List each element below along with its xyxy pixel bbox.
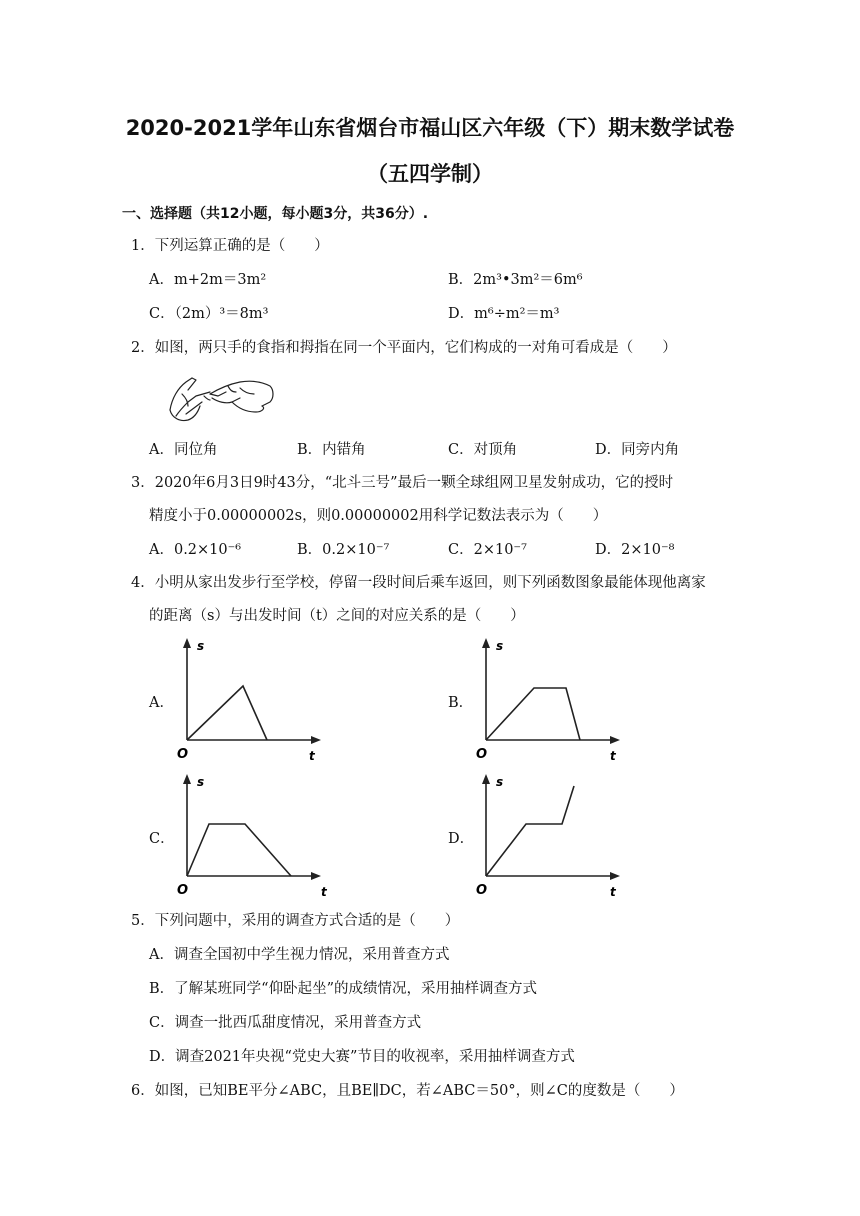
q4-option-b: B． xyxy=(448,695,474,711)
page-title: 2020-2021学年山东省烟台市福山区六年级（下）期末数学试卷 xyxy=(125,116,735,140)
q2-option-d: D．同旁内角 xyxy=(595,442,680,458)
q3-stem-line1: 3．2020年6月3日9时43分，“北斗三号”最后一颗全球组网卫星发射成功，它的授时 xyxy=(131,475,674,491)
q4-d-axis-x: t xyxy=(610,885,616,899)
q3-option-d: D．2×10⁻⁸ xyxy=(595,542,675,558)
q4-d-origin: O xyxy=(476,883,488,898)
q4-d-axis-y: s xyxy=(496,775,504,789)
q3-option-c: C．2×10⁻⁷ xyxy=(448,542,527,558)
q4-graph-c xyxy=(175,772,325,900)
q4-b-axis-x: t xyxy=(610,749,616,763)
q5-option-c: C．调查一批西瓜甜度情况，采用普查方式 xyxy=(149,1015,422,1031)
q4-a-axis-y: s xyxy=(197,639,205,653)
q3-option-b: B．0.2×10⁻⁷ xyxy=(297,542,390,558)
q1-option-c: C．（2m）³＝8m³ xyxy=(149,306,269,322)
q1-stem: 1．下列运算正确的是（ ） xyxy=(131,238,329,254)
q1-option-b: B．2m³•3m²＝6m⁶ xyxy=(448,272,583,288)
q5-stem: 5．下列问题中，采用的调查方式合适的是（ ） xyxy=(131,913,460,929)
page-subtitle: （五四学制） xyxy=(367,162,493,186)
q6-stem: 6．如图，已知BE平分∠ABC，且BE∥DC，若∠ABC＝50°，则∠C的度数是（ ） xyxy=(131,1083,684,1099)
section-heading: 一、选择题（共12小题，每小题3分，共36分）. xyxy=(122,206,429,222)
q4-stem-line2: 的距离（s）与出发时间（t）之间的对应关系的是（ ） xyxy=(149,608,525,624)
q2-option-b: B．内错角 xyxy=(297,442,366,458)
q2-option-c: C．对顶角 xyxy=(448,442,518,458)
q4-option-a: A． xyxy=(149,695,174,711)
q4-c-axis-x: t xyxy=(321,885,327,899)
q4-a-axis-x: t xyxy=(309,749,315,763)
q4-c-axis-y: s xyxy=(197,775,205,789)
q1-option-a: A．m+2m＝3m² xyxy=(149,272,267,288)
q4-option-c: C． xyxy=(149,831,175,847)
q3-option-a: A．0.2×10⁻⁶ xyxy=(149,542,242,558)
q4-b-axis-y: s xyxy=(496,639,504,653)
q3-stem-line2: 精度小于0.00000002s，则0.00000002用科学记数法表示为（ ） xyxy=(149,508,608,524)
q5-option-b: B．了解某班同学“仰卧起坐”的成绩情况，采用抽样调查方式 xyxy=(149,981,537,997)
q5-option-d: D．调查2021年央视“党史大赛”节目的收视率，采用抽样调查方式 xyxy=(149,1049,575,1065)
q5-option-a: A．调查全国初中学生视力情况，采用普查方式 xyxy=(149,947,450,963)
q4-a-origin: O xyxy=(177,747,189,762)
q1-option-d: D．m⁶÷m²＝m³ xyxy=(448,306,560,322)
q4-graph-d xyxy=(474,772,624,900)
q2-option-a: A．同位角 xyxy=(149,442,218,458)
q4-b-origin: O xyxy=(476,747,488,762)
q4-option-d: D． xyxy=(448,831,475,847)
q4-stem-line1: 4．小明从家出发步行至学校，停留一段时间后乘车返回，则下列函数图象最能体现他离家 xyxy=(131,575,706,591)
q4-graph-b xyxy=(474,636,624,764)
q4-graph-a xyxy=(175,636,325,764)
q4-c-origin: O xyxy=(177,883,189,898)
q2-stem: 2．如图，两只手的食指和拇指在同一个平面内，它们构成的一对角可看成是（ ） xyxy=(131,340,677,356)
hands-figure xyxy=(166,372,276,426)
